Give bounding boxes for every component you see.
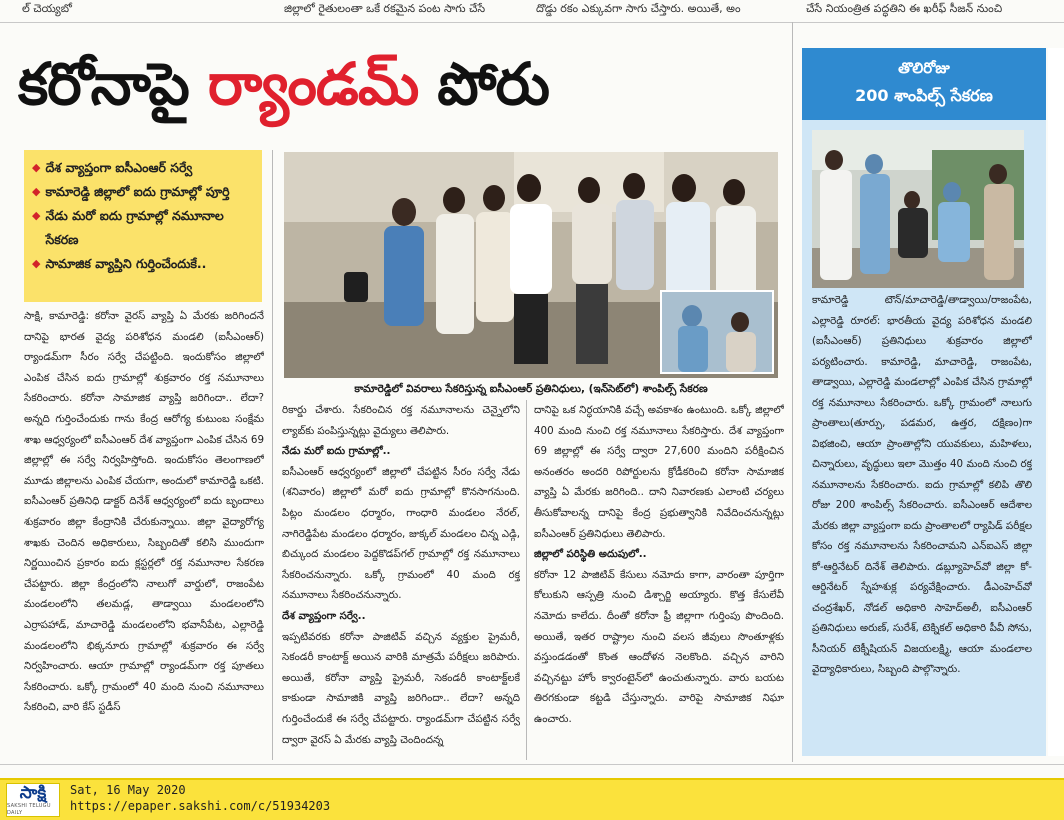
column-rule	[272, 150, 273, 760]
side-story-header	[802, 48, 1046, 120]
highlights-box	[24, 150, 262, 302]
side-header-line-1: తొలిరోజు	[898, 59, 950, 77]
diamond-bullet-icon: ◆	[32, 185, 41, 198]
epaper-footer	[0, 780, 1064, 820]
diamond-bullet-icon: ◆	[32, 257, 41, 270]
headline-part-3: పోరు	[418, 50, 549, 118]
diamond-bullet-icon: ◆	[32, 161, 41, 174]
page-margin	[1048, 48, 1064, 756]
article-paragraph: కరోనా 12 పాజిటివ్ కేసులు నమోదు కాగా, వారంతా పూర్తిగా కోలుకుని ఆస్పత్రి నుంచి డిశ్చార్జి అయ్యారు. కొత్త కేసులేవీ నమోదు కాలేదు. దీంతో కరోనా ఫ్రీ జిల్లాగా గుర్తింపు పొందింది. అయితే, ఇతర రాష్ట్రాల నుంచి వలస జీవులు సొంతూళ్లకు వస్తుండడంతో కొంత ఆందోళన నెలకొంది. వచ్చిన వారిని వచ్చినట్టు హోం క్వారంటైన్‌లో ఉంచుతున్నారు. వారు బయట తిరగకుండా కట్టడి చేస్తున్నారు. వారిపై సామాజిక నిఘా ఉంచారు.	[534, 568, 784, 725]
top-fragment-4: చేసే నియంత్రిత పద్ధతిని ఈ ఖరీఫ్ సీజన్ నుంచి	[806, 2, 1003, 15]
article-paragraph: దానిపై ఒక నిర్ధయానికి వచ్చే అవకాశం ఉంటుంది. ఒక్కో జిల్లాలో 400 మంది నుంచి రక్త నమూనాలు సేకరిస్తారు. దేశ వ్యాప్తంగా 69 జిల్లాల్లో ఈ సర్వే ద్వారా 27,600 మందిని పరీక్షించిన అనంతరం అందరి రిపోర్టులను క్రోడీకరించి కరోనా సామాజిక వ్యాప్తి ఏ మేరకు జరిగింది.. దాని నివారణకు ఎలాంటి చర్యలు తీసుకోవాలన్న దానిపై కేంద్ర ప్రభుత్వానికి నివేదించనున్నట్లు ఐసీఎంఆర్ ప్రతినిధులు తెలిపారు.	[534, 404, 784, 540]
diamond-bullet-icon: ◆	[32, 209, 41, 222]
column-rule	[526, 400, 527, 760]
headline	[18, 34, 778, 134]
side-photo	[812, 130, 1024, 288]
column-rule	[792, 22, 793, 762]
subheading: దేశ వ్యాప్తంగా సర్వే..	[282, 609, 366, 622]
inset-photo	[660, 290, 774, 374]
subheading: జిల్లాలో పరిస్థితి అదుపులో..	[534, 548, 647, 561]
side-story-text	[812, 290, 1032, 750]
highlight-item	[32, 156, 256, 180]
top-fragment-1: ల్ చెయ్యబో	[22, 2, 72, 15]
edition-date: Sat, 16 May 2020	[70, 783, 186, 797]
highlight-item	[32, 180, 256, 204]
subheading: నేడు మరో ఐదు గ్రామాల్లో..	[282, 445, 391, 458]
bottom-rule	[0, 764, 1064, 765]
article-column-2	[282, 400, 520, 760]
top-fragment-3: దొడ్డు రకం ఎక్కువగా సాగు చేస్తారు. అయితే, అం	[536, 2, 741, 15]
highlight-text: నేడు మరో ఐదు గ్రామాల్లో నమూనాల సేకరణ	[45, 208, 224, 247]
article-paragraph: ఐసీఎంఆర్ ఆధ్వర్యంలో జిల్లాలో చేపట్టిన సీరం సర్వే నేడు (శనివారం) జిల్లాలో మరో ఐదు గ్రామాల్లో కొనసాగనుంది. పిట్లం మండలం ధర్మారం, గాంధారి మండలం నేరల్, నాగిరెడ్డిపేట మండలం ధర్మారం, జుక్కల్ మండలం చిన్న ఎడ్గి, బిచ్కుంద మండలం పెద్దకొడప్‌గల్ గ్రామాల్లో రక్త నమూనాలు సేకరించనున్నారు. ఒక్కో గ్రామంలో 40 మంది రక్త నమూనాలు సేకరించనున్నారు.	[282, 465, 520, 602]
highlight-item	[32, 204, 256, 252]
top-fragment-2: జిల్లాలో రైతులంతా ఒకే రకమైన పంట సాగు చేసే	[284, 2, 486, 15]
article-column-1	[24, 306, 264, 760]
highlight-text: దేశ వ్యాప్తంగా ఐసీఎంఆర్ సర్వే	[45, 160, 193, 175]
logo-tagline: SAKSHI TELUGU DAILY	[7, 802, 51, 816]
highlight-item	[32, 252, 256, 276]
article-paragraph: రికార్డు చేశారు. సేకరించిన రక్త నమూనాలను చెన్నైలోని ల్యాబ్‌కు పంపిస్తున్నట్లు వైద్యులు తెలిపారు.	[282, 404, 520, 437]
article-paragraph: కామారెడ్డి టౌన్/మాచారెడ్డి/తాడ్వాయి/రాజంపేట, ఎల్లారెడ్డి రూరల్: భారతీయ వైద్య పరిశోధన మండలి (ఐసీఎంఆర్) ప్రతినిధులు శుక్రవారం జిల్లాలో పర్యటించారు. కామారెడ్డి, మాచారెడ్డి, రాజంపేట, తాడ్వాయి, ఎల్లారెడ్డి మండలాల్లో ఎంపిక చేసిన గ్రామాల్లో రక్త నమూనాలు సేకరించారు. ఒక్కో గ్రామంలో నాలుగు ప్రాంతాలు(తూర్పు, పడమర, ఉత్తర, దక్షిణం)గా విభజించి, ఆయా ప్రాంతాల్లోని యువకులు, మహిళలు, చిన్నారులు, వృద్ధులు ఇలా మొత్తం 40 మంది నుంచి రక్త నమూనాలను సేకరించారు. ఐదు గ్రామాల్లో కలిపి తొలి రోజు 200 శాంపిల్స్ సేకరించారు. ఐసీఎంఆర్ ఆదేశాల మేరకు జిల్లా వ్యాప్తంగా ఐదు ప్రాంతాలలో ర్యాపిడ్ పరీక్షల కోసం రక్త నమూనాలను సేకరించామని ఎన్ఐఎస్ జిల్లా కో-ఆర్డినేటర్ దినేశ్ తెలిపారు. డబ్ల్యూహెచ్‌వో జిల్లా కో-ఆర్డినేటర్ స్నేహశుక్ల పర్యవేక్షించారు. డీఎంహెచ్‌వో చంద్రశేఖర్, నోడల్ అధికారి సాహెద్‌అలీ, ఐసీఎంఆర్ ప్రతినిధులు అరుణ్, సురేశ్, టెక్నికల్ అధికారి పీవీ సోను, సీనియర్ టెక్నీషియన్ విజయలక్ష్మి, ఆయా మండలాల వైద్యాధికారులు, సిబ్బంది పాల్గొన్నారు.	[812, 294, 1032, 675]
headline-part-2: ర్యాండమ్	[207, 50, 419, 118]
sakshi-logo[interactable]	[6, 783, 60, 817]
highlight-text: సామాజిక వ్యాప్తిని గుర్తించేందుకే..	[45, 256, 207, 271]
epaper-link[interactable]: https://epaper.sakshi.com/c/51934203	[70, 799, 331, 813]
article-paragraph: ఇప్పటివరకు కరోనా పాజిటివ్ వచ్చిన వ్యక్తుల ప్రైమరీ, సెకండరీ కాంటాక్ట్ అయిన వారికి మాత్రమే పరీక్షలు జరిపారు. అయితే, కరోనా వ్యాప్తి ప్రైమరీ, సెకండరీ కాంటాక్ట్‌లకే కాకుండా సామాజికి వ్యాప్తి జరిగిందా.. లేదా? అన్నది గుర్తించేందుకే ఈ సర్వే చేపట్టారు. ర్యాండమ్‌గా చేపట్టిన సర్వే ద్వారా వైరస్ ఏ మేరకు వ్యాప్తి చెందిందన్న	[282, 630, 520, 746]
headline-part-1: కరోనాపై	[18, 50, 208, 118]
photo-caption: కామారెడ్డిలో వివరాలు సేకరిస్తున్న ఐసీఎంఆర్ ప్రతినిధులు, (ఇన్‌సెట్‌లో) శాంపిల్స్ సేకరణ	[354, 383, 708, 395]
side-header-line-2: 200 శాంపిల్స్ సేకరణ	[855, 86, 993, 105]
article-paragraph: సాక్షి, కామారెడ్డి: కరోనా వైరస్ వ్యాప్తి ఏ మేరకు జరిగిందనే దానిపై భారత వైద్య పరిశోధన మండలి (ఐసీఎంఆర్) ర్యాండమ్‌గా సీరం సర్వే చేపట్టింది. ఇందుకోసం జిల్లాలో ఎంపిక చేసిన ఐదు గ్రామాల్లో శుక్రవారం రక్త నమూనాలు సేకరించారు. కరోనా సామాజిక వ్యాప్తి జరిగిందా.. లేదా? అన్నది గుర్తించేందుకు గాను కేంద్ర ఆరోగ్య కుటుంబ సంక్షేమ శాఖ ఆధ్వర్యంలో ఐసీఎంఆర్ దేశ వ్యాప్తంగా ఎంపిక చేసిన 69 జిల్లాల్లో ఈ సర్వే నిర్వహిస్తోంది. ఇందుకోసం తెలంగాణలో మూడు జిల్లాలను ఎంపిక చేయగా, అందులో కామారెడ్డి ఒకటి. ఐసీఎంఆర్ ప్రతినిధి డాక్టర్ దినేశ్ ఆధ్వర్యంలో ఐదు బృందాలు శుక్రవారం జిల్లా కేంద్రానికి చేరుకున్నాయి. జిల్లా వైద్యారోగ్య శాఖకు చెందిన అధికారులు, సిబ్బందితో కలిసి ముందుగా నిర్ణయించిన ప్రకారం ఐదు క్లస్టర్లలో రక్త నమూనాల సేకరణ చేపట్టారు. జిల్లా కేంద్రంలోని నాలుగో వార్డులో, రాజంపేట మండలంలోని తలమడ్ల, తాడ్వాయి మండలంలోని ఎర్రాపహాడ్, మాచారెడ్డి మండలంలోని భవానీపేట, ఎల్లారెడ్డి మండలంలోని భిక్కనూరు గ్రామాల్లో శుక్రవారం ఈ సర్వే నిర్వహించారు. ఆయా గ్రామాల్లో ర్యాండమ్‌గా రక్త పూతలు సేకరించారు. ఒక్కో గ్రామంలో 40 మంది నుంచి నమూనాలు సేకరించి, వారి కేస్ స్టడీస్	[24, 310, 264, 714]
highlight-text: కామారెడ్డి జిల్లాలో ఐదు గ్రామాల్లో పూర్తి	[45, 184, 230, 199]
logo-mark: సాక్షి	[19, 782, 47, 803]
article-column-3	[534, 400, 784, 760]
top-rule	[0, 22, 1064, 23]
village-sampling-photo	[812, 130, 1024, 288]
sample-collection-inset	[662, 292, 772, 372]
